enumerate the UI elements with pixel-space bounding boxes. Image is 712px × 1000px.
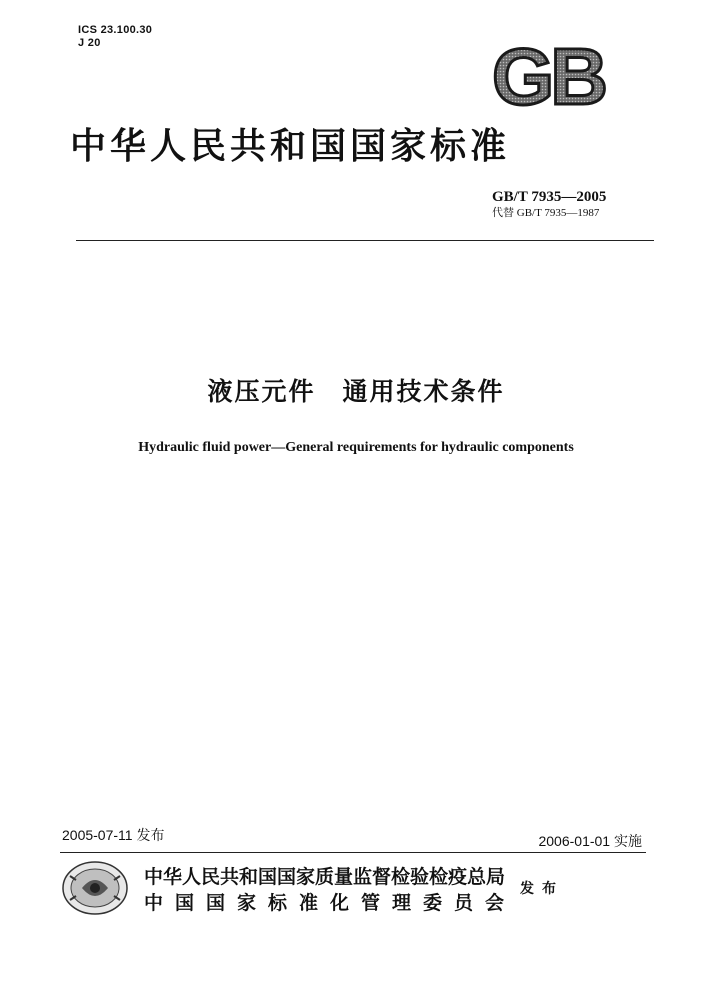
publish-label: 发布: [520, 881, 564, 897]
footer-divider: [60, 852, 646, 853]
gb-logo-text: GB: [492, 40, 604, 112]
issuer-aqsiq: 中华人民共和国国家质量监督检验检疫总局: [144, 866, 506, 888]
classification-codes: [78, 24, 152, 50]
implementation-date: 2006-01-01 实施: [538, 833, 642, 849]
header-divider: [76, 240, 654, 241]
document-title-cn: 液压元件 通用技术条件: [207, 377, 505, 406]
ccs-code: J 20: [78, 37, 101, 49]
seal-icon: [60, 858, 130, 918]
issuer-sac: 中国国家标准化管理委员会: [144, 892, 517, 914]
standard-number-block: [492, 188, 652, 220]
standard-name: 中华人民共和国国家标准: [70, 125, 511, 167]
document-title-en: Hydraulic fluid power—General requirements for hydraulic components: [138, 440, 574, 455]
issue-date: 2005-07-11 发布: [62, 827, 165, 843]
ics-code: ICS 23.100.30: [78, 24, 153, 36]
gb-logo: [478, 40, 618, 112]
issuing-authorities: [144, 864, 516, 916]
replaces-standard: 代替 GB/T 7935—1987: [492, 207, 600, 219]
standard-number: GB/T 7935—2005: [492, 189, 607, 205]
